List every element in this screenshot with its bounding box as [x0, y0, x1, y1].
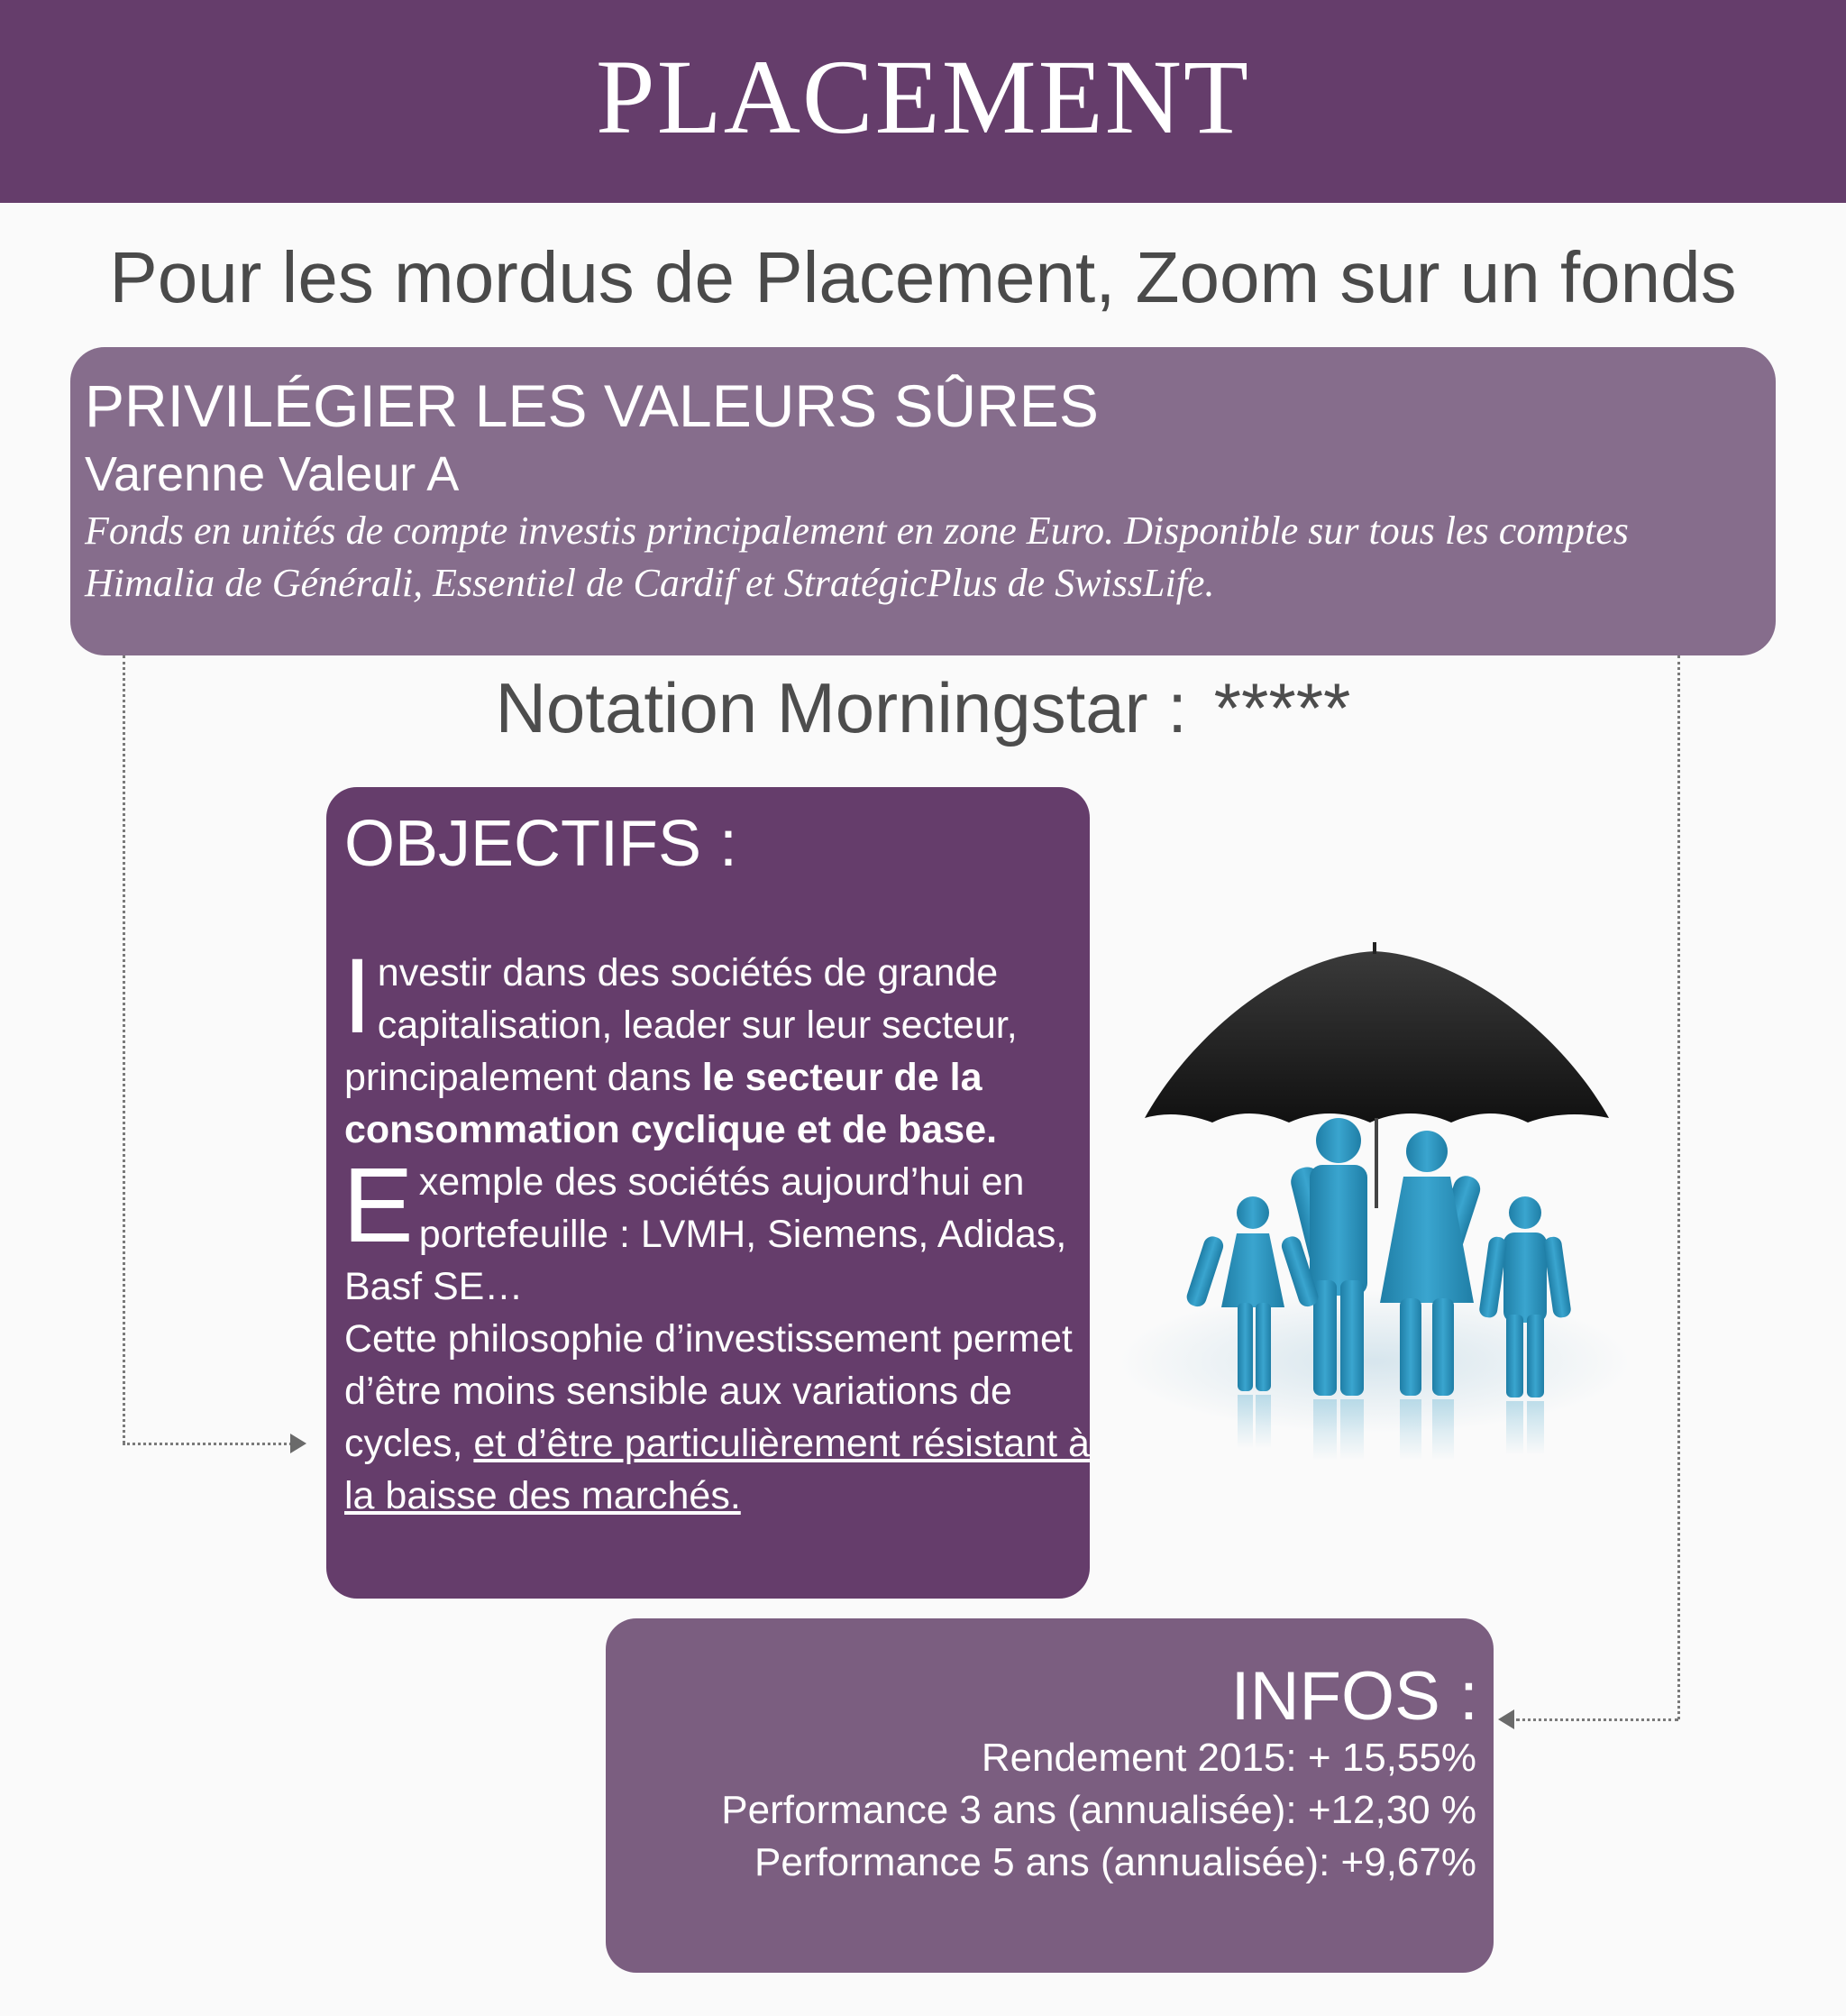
- info-performance-3-ans: Performance 3 ans (annualisée): +12,30 %: [721, 1788, 1476, 1832]
- connector-right-horizontal: [1516, 1718, 1678, 1721]
- objectifs-philosophy-underlined: et d’être particulièrement résistant à la baisse des marchés.: [344, 1422, 1090, 1517]
- fund-description: Fonds en unités de compte investis principalement en zone Euro. Disponible sur tous les comptes Himalia de Générali, Essentiel de Cardif et StratégicPlus de SwissLife.: [85, 509, 1629, 605]
- dropcap-i: I: [343, 937, 372, 1056]
- umbrella-icon: [1145, 942, 1609, 1208]
- objectifs-philosophy-text: Cette philosophie d’investissement permet d’être moins sensible aux variations de cycles,: [344, 1317, 1073, 1465]
- objectifs-example-text: xemple des sociétés aujourd’hui en portefeuille : LVMH, Siemens, Adidas, Basf SE…: [344, 1160, 1067, 1308]
- morningstar-rating: [0, 667, 1846, 749]
- fund-name: Varenne Valeur A: [85, 447, 460, 501]
- objectifs-paragraph-philosophy: [344, 1313, 1092, 1522]
- arrow-right-icon: [290, 1434, 306, 1453]
- infos-title: INFOS :: [1230, 1658, 1478, 1735]
- objectifs-body: [343, 937, 1092, 1522]
- info-rendement-2015: Rendement 2015: + 15,55%: [981, 1736, 1476, 1780]
- arrow-left-icon: [1498, 1709, 1514, 1729]
- rating-label: Notation Morningstar :: [495, 668, 1187, 747]
- objectifs-invest-text: nvestir dans des sociétés de grande capitalisation, leader sur leur secteur, principalement dans: [344, 951, 1018, 1099]
- objectifs-paragraph-invest: [343, 937, 1092, 1156]
- objectifs-paragraph-example: [343, 1146, 1092, 1313]
- info-performance-5-ans: Performance 5 ans (annualisée): +9,67%: [754, 1840, 1476, 1884]
- connector-left-horizontal: [123, 1443, 292, 1445]
- umbrella-family-illustration: [1104, 938, 1636, 1461]
- dropcap-e: E: [343, 1146, 414, 1265]
- fund-heading: PRIVILÉGIER LES VALEURS SÛRES: [85, 372, 1099, 439]
- subtitle: Pour les mordus de Placement, Zoom sur un fonds: [109, 237, 1737, 317]
- connector-right-vertical: [1677, 655, 1680, 1719]
- page-title: PLACEMENT: [596, 37, 1250, 156]
- header-band: [0, 0, 1846, 203]
- objectifs-title: OBJECTIFS :: [344, 808, 738, 880]
- connector-left-vertical: [123, 655, 125, 1443]
- objectifs-invest-bold: le secteur de la consommation cyclique et de base.: [344, 1056, 998, 1151]
- rating-stars: *****: [1213, 668, 1351, 747]
